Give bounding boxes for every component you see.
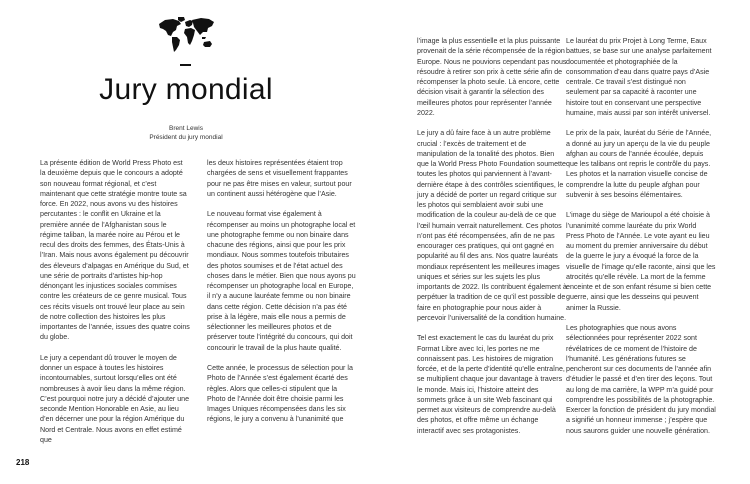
paragraph: Tel est exactement le cas du lauréat du prix Format Libre avec Ici, les portes ne me connaissent pas. Les histoires de migration forcée, et de la perte d’identité qu’elle entraîne, se multiplient chaque jour davantage à travers le monde. Mais ici, l’histoire atteint des sommets grâce à un site Web fascinant qui permet aux visiteurs de comprendre au-delà des photos, et offre même un échange interactif avec ses protagonistes. [417,334,565,435]
world-map-icon [157,16,215,56]
paragraph: La présente édition de World Press Photo est la deuxième depuis que le concours a adopté son nouveau format régional, et c’est maintenant que cette stratégie montre toute sa force. En 2022, nous avons vu des histoires percutantes : le conflit en Ukraine et la première année de l’Afghanistan sous le régime taliban, la marée noire au Pérou et le recul des droits des femmes, des États-Unis à l’Iran. Mais nous avons également pu découvrir des éleveurs d’alpagas en Amérique du Sud, et une série de portraits d’artistes hip-hop dénonçant les injustices sociales commises contre les créateurs de ce genre musical. Tous ces récits visuels ont trouvé leur place au sein de notre collection des histoires les plus importantes de l’année, issues des quatre coins du globe. [40,159,190,342]
text-column-1 [40,158,190,455]
author-role: Président du jury mondial [149,134,223,141]
paragraph: Le prix de la paix, lauréat du Série de l’Année, a donné au jury un aperçu de la vie du peuple afghan au cours de l’année écoulée, depuis que les talibans ont repris le contrôle du pays. Les photos et la narration visuelle concise de comprendre la lutte du peuple afghan pour subvenir à ses besoins élémentaires. [566,129,712,199]
paragraph: les deux histoires représentées étaient trop chargées de sens et visuellement frappantes pour ne pas être mises en valeur, surtout pour un continent aussi hétérogène que l’Asie. [207,159,352,198]
paragraph: Les photographies que nous avons sélectionnées pour représenter 2022 sont révélatrices de ce moment de l’histoire de l’humanité. Les générations futures se pencheront sur ces documents de l’année afin d’étudier le passé et d’en tirer des leçons. Tout au long de ma carrière, la WPP m’a guidé pour comprendre les possibilités de la photographie. Exercer la fonction de président du jury mondial a signifié un honneur immense ; j’espère que nous saurons guider une nouvelle génération. [566,324,716,435]
text-column-3 [417,36,567,446]
text-column-2 [207,158,357,435]
paragraph: L’image du siège de Marioupol a été choisie à l’unanimité comme lauréate du prix World Press Photo de l’Année. Le vote ayant eu lieu au moment du premier anniversaire du début de la guerre le jury a évoqué la force de la visuelle de l’image qu’elle raconte, ainsi que les atrocités qu’elle révèle. La mort de la femme enceinte et de son enfant résume si bien cette guerre, ainsi que les desseins qui peuvent animer la Russie. [566,211,716,312]
author-credit [70,124,302,142]
page-number: 218 [16,458,30,467]
author-name: Brent Lewis [169,125,203,132]
paragraph: Cette année, le processus de sélection pour la Photo de l’Année s’est également écarté des règles. Alors que celles-ci stipulent que la Photo de l’Année doit être choisie parmi les Images Uniques récompensées dans les six régions, le jury a convenu à l’unanimité que [207,364,353,424]
paragraph: Le lauréat du prix Projet à Long Terme, Eaux battues, se base sur une analyse parfaitement documentée et photographiée de la consommation d’eau dans quatre pays d’Asie centrale. Ce travail s’est distingué non seulement par sa capacité à raconter une histoire tout en conservant une perspective humaine, mais aussi par son intérêt universel. [566,37,712,117]
page-title: Jury mondial [99,73,273,106]
paragraph: Le jury a dû faire face à un autre problème crucial : l’excès de traitement et de manipulation de la tonalité des photos. Bien que la World Press Photo Foundation soumette toutes les photos qui parviennent à l’avant-dernière étape à des contrôles scientifiques, le jury a décidé de porter un regard critique sur les photos qui semblaient avoir subi une modification de la couleur au-delà de ce que l’œil humain verrait naturellement. Ces photos n’ont pas été récompensées, afin de ne pas encourager ces pratiques, qui ont gagné en popularité au fil des ans. Nos quatre lauréats mondiaux représentent les meilleures images uniques et séries sur les sujets les plus importants de 2022. Ils contribuent également à perpétuer la tradition de ce qu’il est possible de faire en photographie pour nous aider à percevoir l’universalité de la condition humaine. [417,129,567,322]
paragraph: Le nouveau format vise également à récompenser au moins un photographe local et une photographe femme ou non binaire dans chacune des régions, ainsi que pour les prix mondiaux. Nous sommes toutefois tributaires des photos soumises et de l’état actuel des choses dans le métier. Bien que nous ayons pu récompenser un photographe local en Europe, il n’y a aucune lauréate femme ou non binaire dans cette région. Cette décision n’a pas été prise à la légère, mais elle nous a permis de sélectionner les meilleures photos et de préserver toute l’intégrité du concours, qui doit concourir le travail de la plus haute qualité. [207,210,356,352]
paragraph: Le jury a cependant dû trouver le moyen de donner un espace à toutes les histoires incontournables, surtout lorsqu’elles ont été nombreuses à avoir lieu dans la même région. C’est pourquoi notre jury a décidé d’ajouter une seconde Mention Honorable en Asie, au lieu d’en décerner une pour la région Amérique du Nord et Centrale. Nous avons en effet estimé que [40,353,190,444]
text-column-4 [566,36,716,446]
paragraph: l’image la plus essentielle et la plus puissante provenait de la série récompensée de la région Europe. Nous ne pouvions cependant pas nous résoudre à retirer son prix à cette série afin de récompenser la photo seule. Là encore, cette décision visait à garantir la sélection des meilleures photos pour représenter l’année 2022. [417,37,567,117]
title-rule [180,64,191,66]
